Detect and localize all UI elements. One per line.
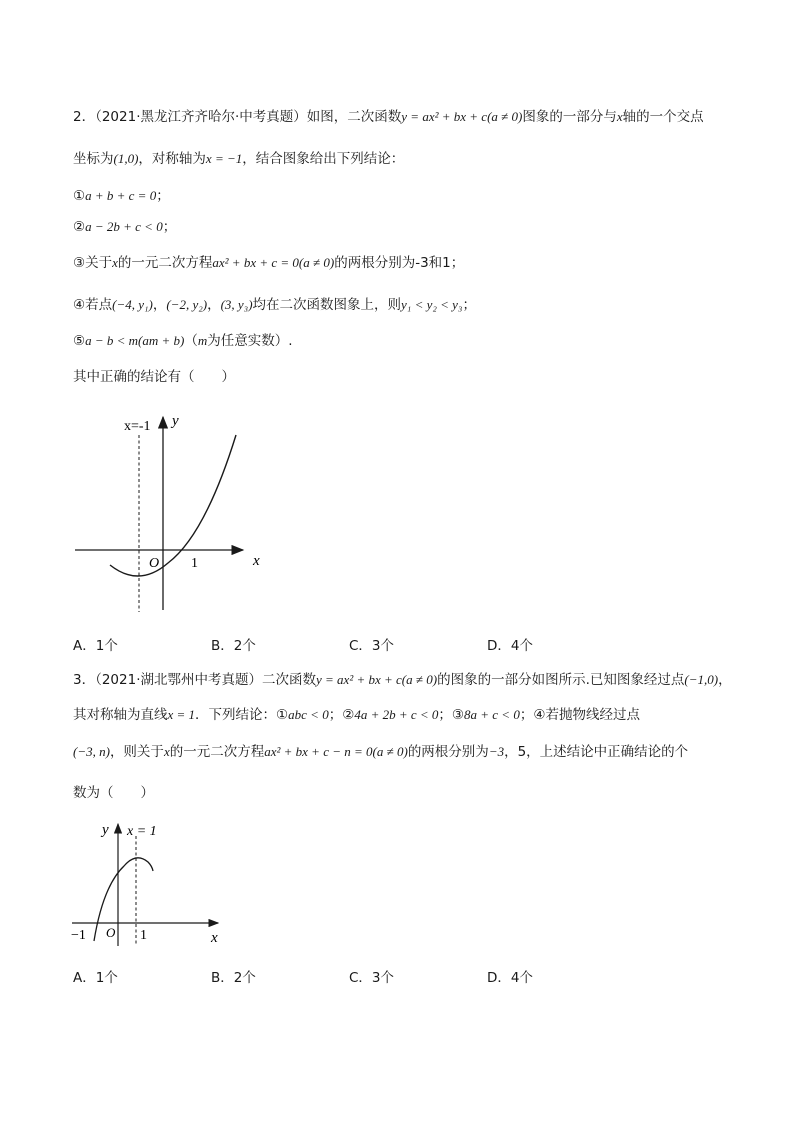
q2-statement-line1: 2．（2021·黑龙江齐齐哈尔·中考真题）如图，二次函数y = ax² + bx + c(a ≠ 0)图象的一部分与x轴的一个交点 bbox=[73, 109, 704, 125]
q3-statement-line3: (−3, n)，则关于x的一元二次方程ax² + bx + c − n = 0(a ≠ 0)的两根分别为−3，5，上述结论中正确结论的个 bbox=[73, 744, 689, 760]
q3-option-c[interactable]: C．3个 bbox=[349, 970, 395, 986]
q3-x-label: x bbox=[211, 930, 218, 946]
q3-option-d[interactable]: D．4个 bbox=[487, 970, 533, 986]
q2-option-c[interactable]: C．3个 bbox=[349, 638, 395, 654]
q2-y-label: y bbox=[172, 413, 179, 429]
q3-origin-label: O bbox=[106, 925, 116, 940]
q2-one-label: 1 bbox=[191, 556, 198, 571]
q3-statement-line2: 其对称轴为直线x = 1．下列结论：①abc < 0；②4a + 2b + c < 0；③8a + c < 0；④若抛物线经过点 bbox=[73, 707, 640, 723]
q2-conclusion-3: ③关于x的一元二次方程ax² + bx + c = 0(a ≠ 0)的两根分别为-3和1； bbox=[73, 255, 465, 271]
q3-graph bbox=[68, 818, 238, 948]
q2-prompt: 其中正确的结论有（ ） bbox=[73, 369, 235, 385]
q2-graph bbox=[70, 405, 270, 615]
q3-statement-line1: 3．（2021·湖北鄂州中考真题）二次函数y = ax² + bx + c(a ≠ 0)的图象的一部分如图所示.已知图象经过点(−1,0)， bbox=[73, 672, 732, 688]
q3-neg-one-label: −1 bbox=[71, 928, 86, 943]
q2-conclusion-1: ①a + b + c = 0； bbox=[73, 188, 170, 204]
q2-function-formula: y = ax² + bx + c(a ≠ 0) bbox=[401, 109, 523, 124]
q3-axis-label: x = 1 bbox=[127, 824, 157, 839]
q3-option-b[interactable]: B．2个 bbox=[211, 970, 256, 986]
q2-conclusion-5: ⑤a − b < m(am + b)（m为任意实数）. bbox=[73, 333, 293, 349]
q2-origin-label: O bbox=[149, 556, 160, 571]
q2-option-a[interactable]: A．1个 bbox=[73, 638, 118, 654]
q2-statement-line2: 坐标为(1,0)，对称轴为x = −1，结合图象给出下列结论： bbox=[73, 151, 405, 167]
q3-option-a[interactable]: A．1个 bbox=[73, 970, 118, 986]
q2-parabola bbox=[110, 435, 236, 576]
q2-option-d[interactable]: D．4个 bbox=[487, 638, 533, 654]
q3-one-label: 1 bbox=[140, 928, 147, 943]
q3-y-label: y bbox=[102, 822, 109, 838]
q2-x-label: x bbox=[253, 553, 260, 569]
q2-conclusion-2: ②a − 2b + c < 0； bbox=[73, 219, 177, 235]
q2-conclusion-4: ④若点(−4, y₁)，(−2, y₂)，(3, y₃)均在二次函数图象上，则y₁ < y₂ < y₃； bbox=[73, 297, 476, 313]
q2-option-b[interactable]: B．2个 bbox=[211, 638, 256, 654]
q3-statement-line4: 数为（ ） bbox=[73, 785, 154, 801]
q2-axis-label: x=-1 bbox=[124, 419, 151, 434]
